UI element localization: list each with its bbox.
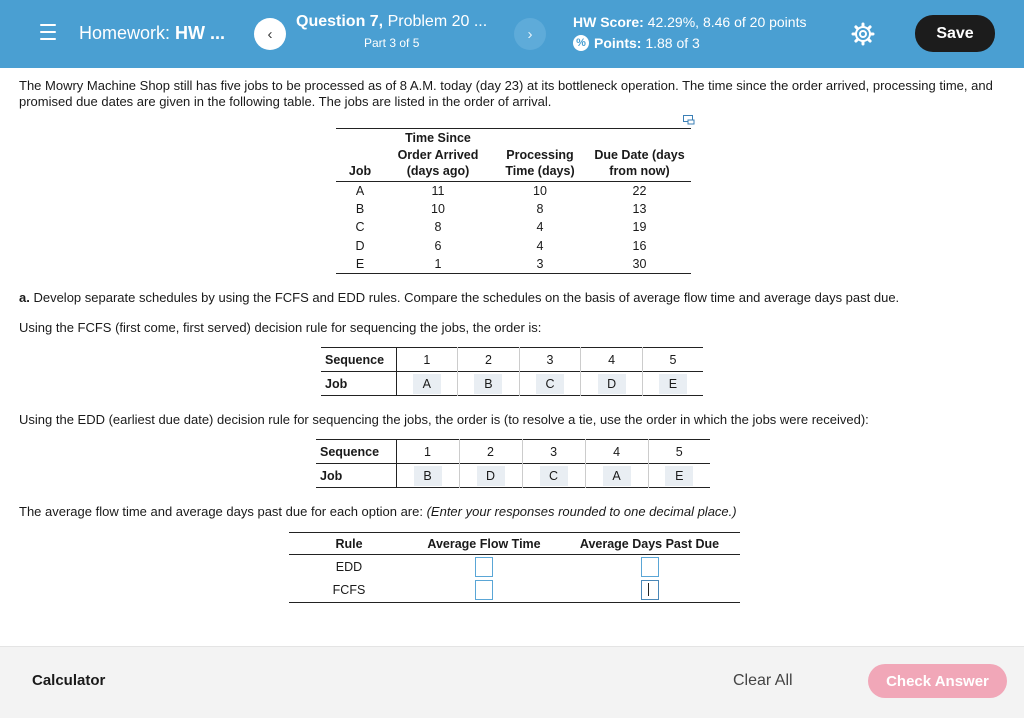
table-row [336,218,691,237]
homework-title[interactable]: Homework: HW ... [79,23,226,43]
fcfs-flow-time-input[interactable] [475,580,493,600]
cell: 10 [431,201,445,216]
save-button[interactable]: Save [915,15,995,52]
column-header-time-since: Time Since Order Arrived (days ago) [397,131,479,178]
problem-intro: The Mowry Machine Shop still has five jobs to be processed as of 8 A.M. today (day 23) at its bottleneck operation. The time since the order arrived, processing time, and promised due dates are given in the following table. The jobs are listed in the order of arrival. [19,78,993,109]
table-row [336,200,691,219]
sequence-label: Sequence [321,348,396,372]
top-bar [0,0,1024,68]
cell: B [355,201,365,216]
cell: 10 [533,183,547,198]
fcfs-job-answer[interactable]: D [598,374,626,394]
cell: 8 [434,220,442,235]
cell: 13 [632,201,647,216]
edd-job-answer[interactable]: A [603,466,631,486]
check-answer-button[interactable]: Check Answer [868,664,1007,698]
fcfs-job-answer[interactable]: E [659,374,687,394]
partial-credit-icon: % [573,35,589,51]
table-row [336,237,691,256]
cell: C [355,220,365,235]
gear-icon[interactable] [851,22,875,46]
sequence-number: 5 [669,352,677,367]
copy-table-icon[interactable] [683,115,695,125]
column-header-job: Job [348,164,372,178]
sequence-number: 1 [396,440,459,464]
sequence-number: 2 [459,440,522,464]
edd-instruction: Using the EDD (earliest due date) decision rule for sequencing the jobs, the order is (to resolve a tie, use the order in which the jobs were received): [19,412,869,427]
fcfs-instruction: Using the FCFS (first come, first served) decision rule for sequencing the jobs, the order is: [19,320,542,335]
cell: 22 [632,183,647,198]
edd-job-answer[interactable]: B [414,466,442,486]
average-instruction: The average flow time and average days past due for each option are: (Enter your responses rounded to one decimal place.) [19,504,737,519]
average-results-table [289,532,740,603]
edd-sequence-table [316,439,710,488]
table-row [289,555,740,579]
sequence-number: 1 [396,348,458,372]
edd-job-answer[interactable]: D [477,466,505,486]
question-part: Part 3 of 5 [364,36,420,50]
fcfs-job-answer[interactable]: C [536,374,564,394]
rule-label: FCFS [332,583,366,598]
chevron-right-icon: › [527,25,533,43]
cell: E [355,257,365,271]
edd-flow-time-input[interactable] [475,557,493,577]
footer-bar [0,646,1024,718]
chevron-left-icon: ‹ [267,25,273,43]
sequence-number: 5 [675,444,683,459]
cell: D [355,238,365,253]
cell: 3 [536,257,544,271]
cell: 8 [536,201,544,216]
table-row [336,181,691,200]
cell: 6 [434,238,442,253]
menu-icon[interactable] [40,24,56,40]
question-points: % Points: 1.88 of 3 [573,35,700,51]
question-title[interactable]: Question 7, Problem 20 ... [296,13,488,30]
table-row [289,579,740,603]
sequence-number: 4 [585,440,648,464]
column-header-days-past-due: Average Days Past Due [579,536,720,551]
cell: A [355,183,365,198]
cell: 1 [434,257,442,271]
fcfs-job-answer[interactable]: A [413,374,441,394]
jobs-data-table [336,128,691,274]
edd-days-past-due-input[interactable] [641,557,659,577]
sequence-label: Sequence [316,440,396,464]
column-header-flow-time: Average Flow Time [427,536,541,551]
cell: 19 [632,220,647,235]
calculator-button[interactable]: Calculator [32,672,106,689]
sequence-number: 4 [581,348,643,372]
table-row [336,255,691,274]
job-label: Job [321,372,396,396]
column-header-due-date: Due Date (days from now) [594,147,685,178]
part-a-prompt: a. Develop separate schedules by using the FCFS and EDD rules. Compare the schedules on the basis of average flow time and average days past due. [19,290,900,305]
column-header-processing: Processing Time (days) [505,147,575,178]
sequence-number: 2 [458,348,520,372]
job-label: Job [316,464,396,488]
sequence-number: 3 [522,440,585,464]
cell: 11 [431,183,445,198]
cell: 16 [632,238,647,253]
cell: 4 [536,220,544,235]
fcfs-job-answer[interactable]: B [474,374,502,394]
sequence-number: 3 [519,348,581,372]
next-question-button[interactable] [514,18,546,50]
previous-question-button[interactable] [254,18,286,50]
edd-job-answer[interactable]: C [540,466,568,486]
cell: 4 [536,238,544,253]
fcfs-sequence-table [321,347,703,396]
clear-all-button[interactable]: Clear All [733,672,793,689]
rule-label: EDD [335,559,363,574]
hw-score: HW Score: 42.29%, 8.46 of 20 points [573,14,807,30]
fcfs-days-past-due-input[interactable] [641,580,659,600]
cell: 30 [632,257,647,271]
edd-job-answer[interactable]: E [665,466,693,486]
column-header-rule: Rule [335,536,363,551]
